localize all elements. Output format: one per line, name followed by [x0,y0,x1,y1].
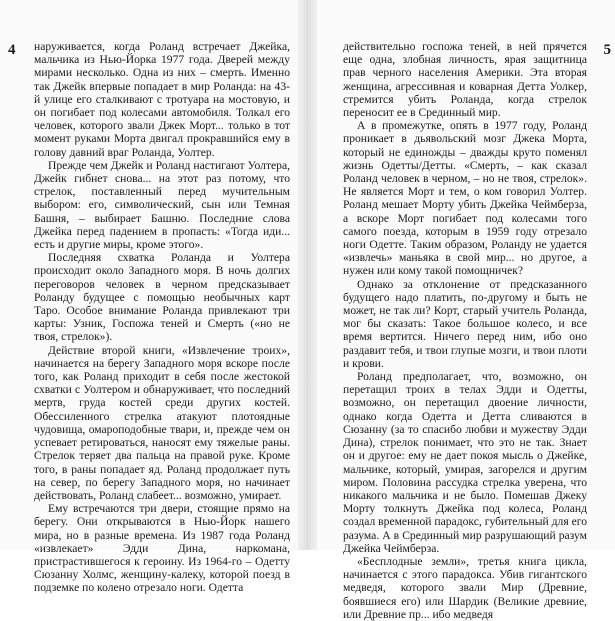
page-number: 5 [603,42,611,58]
right-page [317,0,615,621]
left-page [0,0,298,595]
paragraph: Ему встречаются три двери, стоящие прямо на берегу. Они открываются в Нью-Йорк нашего мира, но в разные времена. Из 1987 года Роланд «извлекает» Эдди Дина, наркомана, пристрастившегося к героину. Из 1964-го – Одетту Сюзанну Холмс, женщину-калеку, которой поезд в подземке по колено отрезало ноги. Одетта [34,502,290,595]
paragraph: «Бесплодные земли», третья книга цикла, начинается с этого парадокса. Убив гигантского медведя, которого звали Мир (Древние, боявшиеся его) или Шардик (Великие древние, или Древние пр... ибо медведя [343,554,587,621]
paragraph: А в промежутке, опять в 1977 году, Роланд проникает в дьявольский мозг Джека Морта, который не единожды – дважды круто поменял жизнь Одетты/Детты. «Смерть, – как сказал Роланд человек в черном, – но не твоя, стрелок». Не является Морт и тем, о ком говорил Уолтер. Роланд мешает Морту убить Джейка Чеймберза, а вскоре Морт погибает под колесами того самого поезда, которым в 1959 году отрезало ноги Одетте. Таким образом, Роланду не удается «извлечь» маньяка в свой мир... но другое, а нужен или кому такой помощничек? [343,119,587,278]
paragraph: Прежде чем Джейк и Роланд настигают Уолтера, Джейк гибнет снова... на этот раз потому, что стрелок, поставленный перед мучительным выбором: его, символический, сын или Темная Башня, – выбирает Башню. Последние слова Джейка перед падением в пропасть: «Тогда иди... есть и другие миры, кроме этого». [34,158,290,252]
page-text [34,40,290,595]
paragraph: Действие второй книги, «Извлечение троих», начинается на берегу Западного моря вскоре после того, как Роланд приходит в себя после жестокой схватки с Уолтером и обнаруживает, что последний мертв, груда костей среди других костей. Обессиленного стрелка атакуют плотоядные чудовища, омароподобные твари, и, прежде чем он успевает ретироваться, наносят ему тяжелые раны. Стрелок теряет два пальца на правой руке. Кроме того, в раны попадает яд. Роланд продолжает путь на север, по берегу Западного моря, но начинает действовать, Роланд слабеет... возможно, умирает. [34,343,290,502]
paragraph: Последняя схватка Роланда и Уолтера происходит около Западного моря. В ночь долгих переговоров человек в черном предсказывает Роланду будущее с помощью необычных карт Таро. Особое внимание Роланда привлекают три карты: Узник, Госпожа теней и Смерть («но не твоя, стрелок»). [34,251,290,344]
paragraph: наруживается, когда Роланд встречает Джейка, мальчика из Нью-Йорка 1977 года. Дверей между мирами несколько. Одна из них – смерть. Именно так Джейк впервые попадает в мир Роланда: на 43-й улице его сталкивают с тротуара на мостовую, и он погибает под колесами автомобиля. Толкал его человек, которого звали Джек Морт... только в тот момент руками Морта двигал прокравшийся ему в голову давний враг Роланда, Уолтер. [34,40,290,159]
book-gutter [298,0,317,550]
paragraph: действительно госпожа теней, в ней прячется еще одна, злобная личность, ярая защитница прав черного населения Америки. Эта вторая женщина, агрессивная и коварная Детта Уолкер, стремится убить Роланда, когда стрелок переносит ее в Срединный мир. [343,40,587,120]
paragraph: Роланд предполагает, что, возможно, он перетащил троих в телах Эдди и Одетты, возможно, он перетащил двоение личности, однако когда Одетта и Детта сливаются в Сюзанну (за то спасибо любви и мужеству Эдди Дина), стрелок понимает, что это не так. Знает он и другое: ему не дает покоя мысль о Джейке, мальчике, который, умирая, загорелся и другим миром. Половина рассудка стрелка уверена, что никакого мальчика и не было. Помешав Джеку Морту толкнуть Джейка под колеса, Роланд создал временной парадокс, губительный для его разума. А в Срединный мир разрушающий разум Джейка Чеймберза. [343,370,587,555]
page-number: 4 [8,42,16,58]
paragraph: Однако за отклонение от предсказанного будущего надо платить, по-другому и быть не может, не так ли? Корт, старый учитель Роланда, мог бы сказать: Такое большое колесо, и все время вертится. Ничего перед ним, ибо оно раздавит тебя, и твои глупые мозги, и твои плоти и крови. [343,277,587,370]
page-text [343,40,587,621]
